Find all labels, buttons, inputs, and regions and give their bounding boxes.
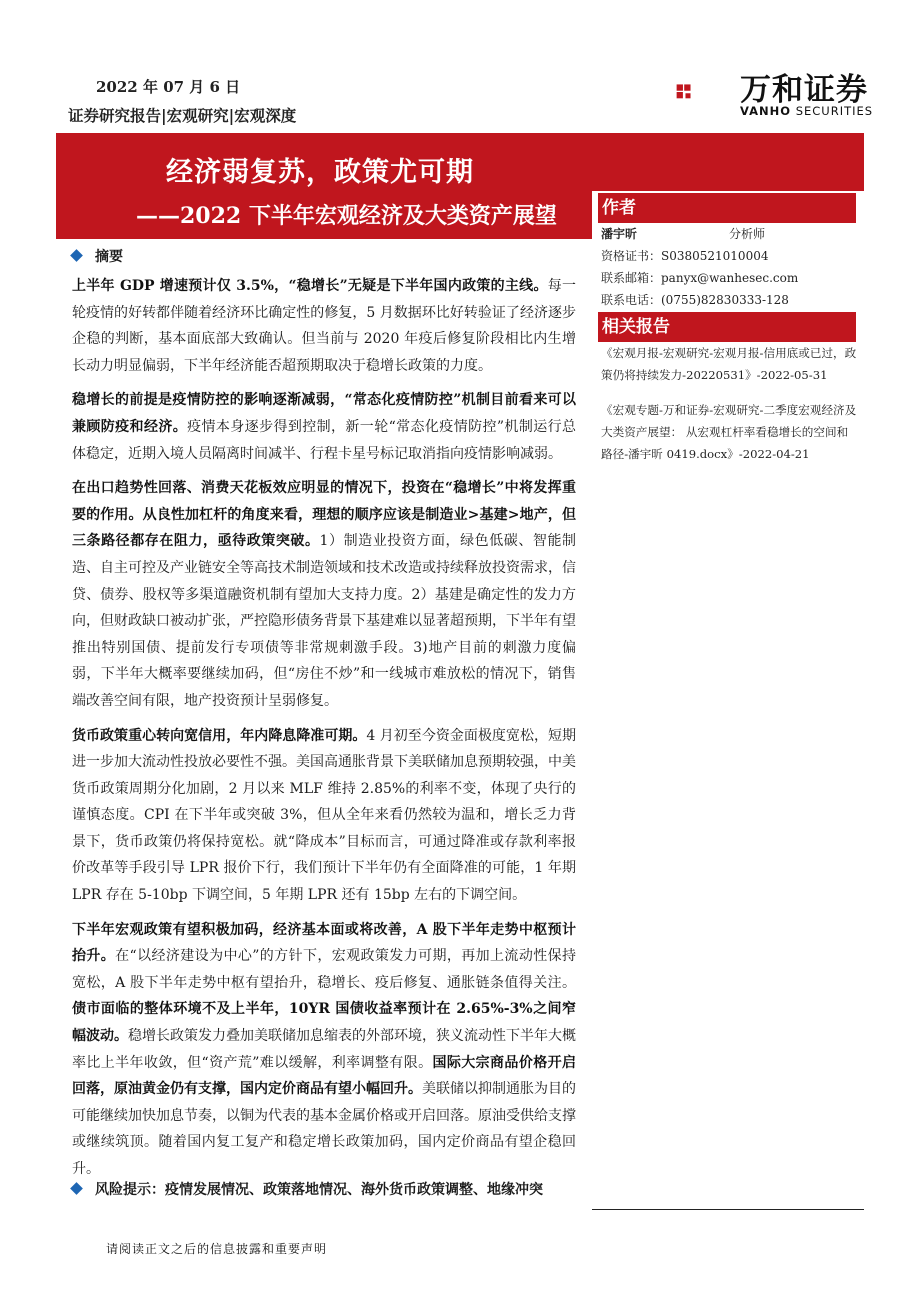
footer-rule — [592, 1209, 864, 1210]
paragraph-text: 4 月初至今资金面极度宽松，短期进一步加大流动性投放必要性不强。美国高通胀背景下美联储加息预期较强，中美货币政策周期分化加剧，2 月以来 MLF 维持 2.85%的利率不变，体现了央行的谨慎态度。CPI 在下半年或突破 3%，但从全年来看仍然较为温和，增长乏力背景下，货币政策仍将保持宽松。就“降成本”目标而言，可通过降准或存款利率报价改革等手段引导 LPR 报价下行，我们预计下半年仍有全面降准的可能，1 年期 LPR 存在 5-10bp 下调空间，5 年期 LPR 还有 15bp 左右的下调空间。 — [72, 727, 577, 904]
summary-paragraph — [72, 723, 576, 909]
report-category: 证券研究报告|宏观研究|宏观深度 — [68, 106, 297, 125]
paragraph-text: 1）制造业投资方面，绿色低碳、智能制造、自主可控及产业链安全等高技术制造领域和技术改造或持续释放投资需求，信贷、债券、股权等多渠道融资机制有望加大支持力度。2）基建是确定性的发力方向，但财政缺口被动扩张，严控隐形债务背景下基建难以显著超预期，下半年有望推出特别国债、提前发行专项债等非常规刺激手段。3)地产目前的刺激力度偏弱，下半年大概率要继续加码，但“房住不炒”和一线城市难放松的情况下，销售端改善空间有限，地产投资预计呈弱修复。 — [72, 533, 577, 709]
report-title: 经济弱复苏，政策尤可期 — [166, 157, 474, 188]
report-date: 2022 年 07 月 6 日 — [96, 78, 241, 96]
summary-paragraph — [72, 475, 576, 714]
author-name: 潘宇昕 — [601, 227, 638, 241]
disclaimer-footer: 请阅读正文之后的信息披露和重要声明 — [106, 1242, 328, 1256]
paragraph-lead: 国际大宗商品价格开启回落，原油黄金仍有支撑，国内定价商品有望小幅回升。 — [72, 1054, 576, 1098]
paragraph-lead: 下半年宏观政策有望积极加码，经济基本面或将改善，A 股下半年走势中枢预计抬升。 — [72, 921, 576, 965]
paragraph-text: 稳增长政策发力叠加美联储加息缩表的外部环境，狭义流动性下半年大概率比上半年收敛，但“资产荒”难以缓解，利率调整有限。 — [72, 1028, 576, 1071]
related-report-link[interactable]: 《宏观月报-宏观研究-宏观月报-信用底或已过，政策仍将持续发力-20220531》-2022-05-31 — [601, 346, 857, 382]
report-subtitle: ——2022 下半年宏观经济及大类资产展望 — [136, 203, 557, 229]
paragraph-text: 美联储以抑制通胀为目的可能继续加快加息节奏，以铜为代表的基本金属价格或开启回落。原油受供给支撑或继续筑顶。随着国内复工复产和稳定增长政策加码，国内定价商品有望企稳回升。 — [72, 1081, 576, 1177]
author-role: 分析师 — [729, 227, 766, 241]
author-email: 联系邮箱：panyx@wanhesec.com — [601, 271, 799, 285]
summary-paragraph — [72, 273, 576, 379]
paragraph-text: 在“以经济建设为中心”的方针下，宏观政策发力可期，再加上流动性保持宽松，A 股下半年走势中枢有望抬升，稳增长、疫后修复、通胀链条值得关注。 — [72, 948, 576, 991]
summary-paragraph — [72, 387, 576, 467]
summary-body — [72, 273, 576, 1191]
summary-heading-text: 摘要 — [95, 249, 123, 265]
bullet-diamond-icon — [70, 249, 83, 262]
paragraph-lead: 稳增长的前提是疫情防控的影响逐渐减弱，“常态化疫情防控”机制目前看来可以兼顾防疫和经济。 — [72, 392, 576, 435]
author-phone: 联系电话：(0755)82830333-128 — [601, 293, 789, 307]
bullet-diamond-icon — [70, 1182, 83, 1195]
related-reports-heading: 相关报告 — [598, 312, 856, 342]
paragraph-text: 疫情本身逐步得到控制，新一轮“常态化疫情防控”机制运行总体稳定，近期入境人员隔离时间减半、行程卡星号标记取消指向疫情影响减弱。 — [72, 418, 576, 462]
vanho-logo-icon — [676, 62, 736, 122]
title-band-extension — [592, 135, 864, 191]
author-license: 资格证书：S0380521010004 — [601, 249, 769, 263]
paragraph-lead: 债市面临的整体环境不及上半年，10YR 国债收益率预计在 2.65%-3%之间窄幅波动。 — [72, 1001, 576, 1045]
author-heading: 作者 — [598, 193, 856, 223]
paragraph-lead: 在出口趋势性回落、消费天花板效应明显的情况下，投资在“稳增长”中将发挥重要的作用。从良性加杠杆的角度来看，理想的顺序应该是制造业>基建>地产，但三条路径都存在阻力，亟待政策突破。 — [72, 480, 576, 550]
summary-heading — [72, 246, 123, 266]
summary-paragraph — [72, 917, 576, 1183]
paragraph-text: 每一轮疫情的好转都伴随着经济环比确定性的修复，5 月数据环比好转验证了经济逐步企稳的判断，基本面底部大致确认。但当前与 2020 年疫后修复阶段相比内生增长动力明显偏弱，下半年经济能否超预期取决于稳增长政策的力度。 — [72, 278, 577, 374]
logo-wordmark: 万和证券 — [740, 72, 868, 108]
paragraph-lead: 货币政策重心转向宽信用，年内降息降准可期。 — [72, 727, 367, 744]
logo-en-rest: SECURITIES — [791, 104, 874, 118]
risk-warning-text: 风险提示：疫情发展情况、政策落地情况、海外货币政策调整、地缘冲突 — [95, 1182, 543, 1198]
logo-en-bold: VANHO — [740, 104, 792, 118]
paragraph-lead: 上半年 GDP 增速预计仅 3.5%，“稳增长”无疑是下半年国内政策的主线。 — [72, 278, 548, 294]
logo-english — [740, 104, 873, 118]
related-report-link[interactable]: 《宏观专题-万和证券-宏观研究-二季度宏观经济及大类资产展望： 从宏观杠杆率看稳增长的空间和路径-潘宇昕 0419.docx》-2022-04-21 — [601, 403, 857, 461]
risk-warning — [72, 1179, 543, 1199]
author-line — [601, 223, 857, 245]
